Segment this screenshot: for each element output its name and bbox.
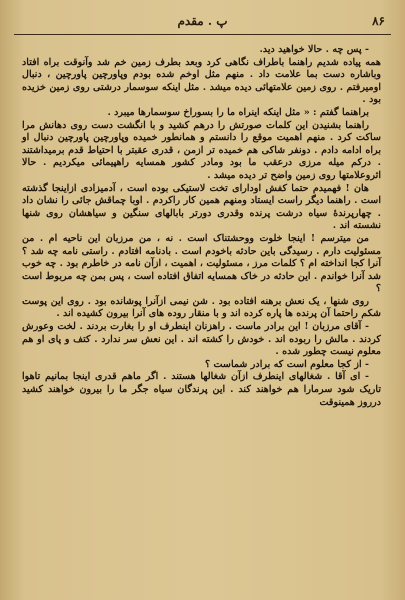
paragraph: همه پیاده شدیم راهنما باطراف نگاهی کرد وبعد بطرف زمین خم شد وآنوقت براه افتاد وباشاره دست بما علامت داد . منهم مثل اوخم شده بودم وپاورچین پاورچین ، دنبال اومیرفتم . روی زمین علامتهائی دیده میشد . مثل اینکه سوسمار درشتی روی زمین خزیده بود .	[22, 56, 381, 106]
paragraph: - ای آقا . شغالهای اینطرف ازآن شغالها هستند . اگر ماهم قدری اینجا بمانیم تاهوا تاریک شود سرمارا هم خواهند کند . این پرندگان سیاه جگر ما را بیرون خواهند کشید درروز همینوقت	[22, 371, 381, 408]
body-text	[22, 40, 381, 592]
paragraph: - آقای مرزبان ! این برادر ماست . راهزنان اینطرف او را بغارت بردند . لخت وعورش کردند . مالش را ربوده اند . خودش را کشته اند . این نعش سر ندارد . کتف و پای او هم معلوم نیست چطور شده .	[22, 321, 381, 358]
page-header	[14, 14, 391, 32]
paragraph: من میترسم ! اینجا خلوت ووحشتناک است . نه ، من مرزبان این ناحیه ام . من مسئولیت دارم . رسیدگی باین حادثه باخودم است . بادنامه افتادم . راستی نامه چه شد ؟ آنرا کجا انداخته ام ؟ کلمات مرز ، مسئولیت ، اهمیت ، ازآن نامه در خاطرم بود . چه خوب شد آنرا خواندم . این حادثه در خاک همسایه اتفاق افتاده است ، پس بمن چه مربوط است ؟	[22, 232, 381, 295]
paragraph: - پس چه . حالا خواهید دید.	[259, 44, 369, 55]
running-title: پ . مقدم	[177, 14, 228, 28]
page-number: ۸۶	[372, 14, 385, 28]
paragraph: براهنما گفتم : « مثل اینکه اینراه ما را بسوراخ سوسمارها میبرد .	[107, 106, 369, 118]
paragraph: روی شنها ، یک نعش برهنه افتاده بود . شن نیمی ازآنرا پوشانده بود . روی این پوست شکم راحتما آن پرنده ها پاره کرده اند و با منقار روده های آنرا بیرون کشیده اند .	[22, 295, 381, 320]
paragraph: - از کجا معلوم است که برادر شماست ؟	[205, 358, 369, 370]
paragraph: راهنما بشنیدن این کلمات صورتش را درهم کشید و با انگشت دست روی دهانش مرا ساکت کرد . منهم اهمیت موقع را دانستم و همانطور خمیده وپاورچین پاورچین دنبال او براه ادامه دادم . دونفر شاکی هم خمیده تر ازمن ، قدری عقبتر با احتیاط قدم برمیداشتند . درکم میله مرزی درعقب ما بود ومادر کشور همسایه راهپیمائی میکردیم . حالا اثروعلامتها روی زمین واضح تر دیده میشد .	[22, 119, 381, 181]
header-rule	[14, 34, 391, 35]
paragraph: هان ! فهمیدم حتما کفش اودارای تخت لاستیکی بوده است ، آدمیزادی ازاینجا گذشته است . راهنما دیگر راست ایستاد ومنهم همین کار راکردم . اوبا چماقش جائی را نشان داد . چهارپرندهٔ سیاه درشت پرنده وقدری دورتر بابالهای سنگین و سیاهشان روی شنها نشسته اند .	[22, 182, 381, 232]
